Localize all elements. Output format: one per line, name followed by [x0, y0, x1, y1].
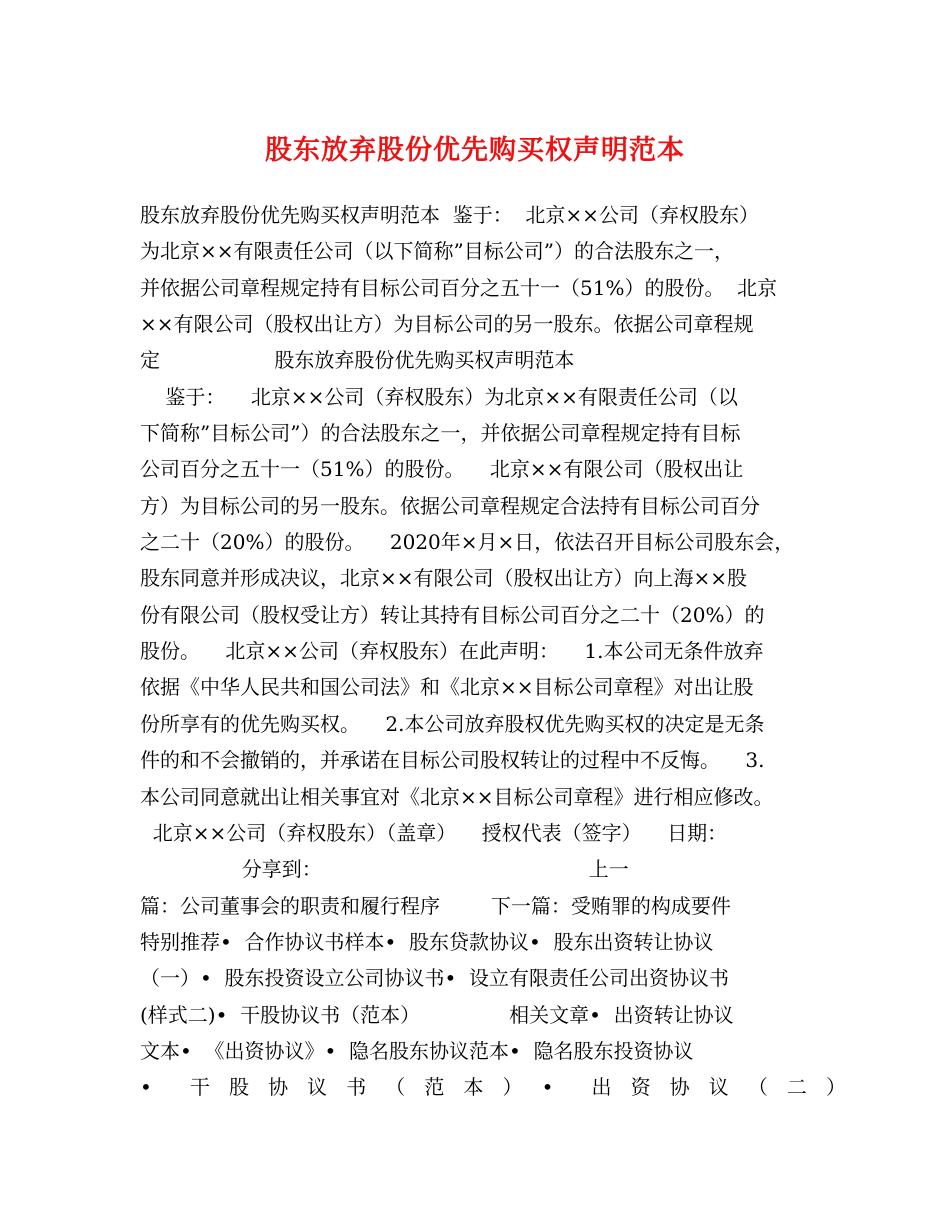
- text-line: 为北京××有限责任公司（以下简称”目标公司”）的合法股东之一，: [140, 239, 734, 264]
- related-links[interactable]: • 干 股 协 议 书 （ 范 本 ） • 出 资 协 议 （ 二 ）: [140, 1075, 846, 1100]
- text-line: 股份。 北京××公司（弃权股东）在此声明： 1.本公司无条件放弃: [140, 639, 764, 664]
- text-line: 下简称”目标公司”）的合法股东之一，并依据公司章程规定持有目标: [140, 421, 741, 446]
- document-body: [140, 197, 846, 1106]
- text-line: 并依据公司章程规定持有目标公司百分之五十一（51%）的股份。 北京: [140, 275, 778, 300]
- text-line: 份所享有的优先购买权。 2.本公司放弃股权优先购买权的决定是无条: [140, 711, 765, 736]
- text-line: ××有限公司（股权出让方）为目标公司的另一股东。依据公司章程规: [140, 312, 754, 337]
- text-line: 定 股东放弃股份优先购买权声明范本: [140, 348, 575, 373]
- text-line: 件的和不会撤销的，并承诺在目标公司股权转让的过程中不反悔。 3.: [140, 748, 765, 773]
- prev-next-links[interactable]: 篇：公司董事会的职责和履行程序 下一篇：受贿罪的构成要件: [140, 893, 731, 918]
- text-line: 本公司同意就出让相关事宜对《北京××目标公司章程》进行相应修改。: [140, 784, 774, 809]
- text-line: 股东放弃股份优先购买权声明范本 鉴于： 北京××公司（弃权股东）: [140, 203, 759, 227]
- text-line: 公司百分之五十一（51%）的股份。 北京××有限公司（股权出让: [140, 457, 744, 482]
- related-links[interactable]: 文本• 《出资协议》• 隐名股东协议范本• 隐名股东投资协议: [140, 1038, 694, 1063]
- document-title: 股东放弃股份优先购买权声明范本: [265, 135, 685, 166]
- recommended-links[interactable]: （一）• 股东投资设立公司协议书• 设立有限责任公司出资协议书: [140, 966, 730, 991]
- text-line: 鉴于： 北京××公司（弃权股东）为北京××有限责任公司（以: [140, 384, 738, 409]
- related-links[interactable]: (样式二)• 干股协议书（范本） 相关文章• 出资转让协议: [140, 1002, 734, 1027]
- text-line: 份有限公司（股权受让方）转让其持有目标公司百分之二十（20%）的: [140, 602, 765, 627]
- text-line: 股东同意并形成决议，北京××有限公司（股权出让方）向上海××股: [140, 566, 748, 591]
- text-line: 方）为目标公司的另一股东。依据公司章程规定合法持有目标公司百分: [140, 493, 760, 518]
- recommended-links[interactable]: 特别推荐• 合作协议书样本• 股东贷款协议• 股东出资转让协议: [140, 929, 714, 954]
- text-line: 之二十（20%）的股份。 2020年×月×日，依法召开目标公司股东会，: [140, 530, 795, 555]
- signature-line: 北京××公司（弃权股东）（盖章） 授权代表（签字） 日期：: [140, 820, 728, 845]
- text-line: 依据《中华人民共和国公司法》和《北京××目标公司章程》对出让股: [140, 675, 754, 700]
- share-line[interactable]: 分享到： 上一: [140, 857, 629, 882]
